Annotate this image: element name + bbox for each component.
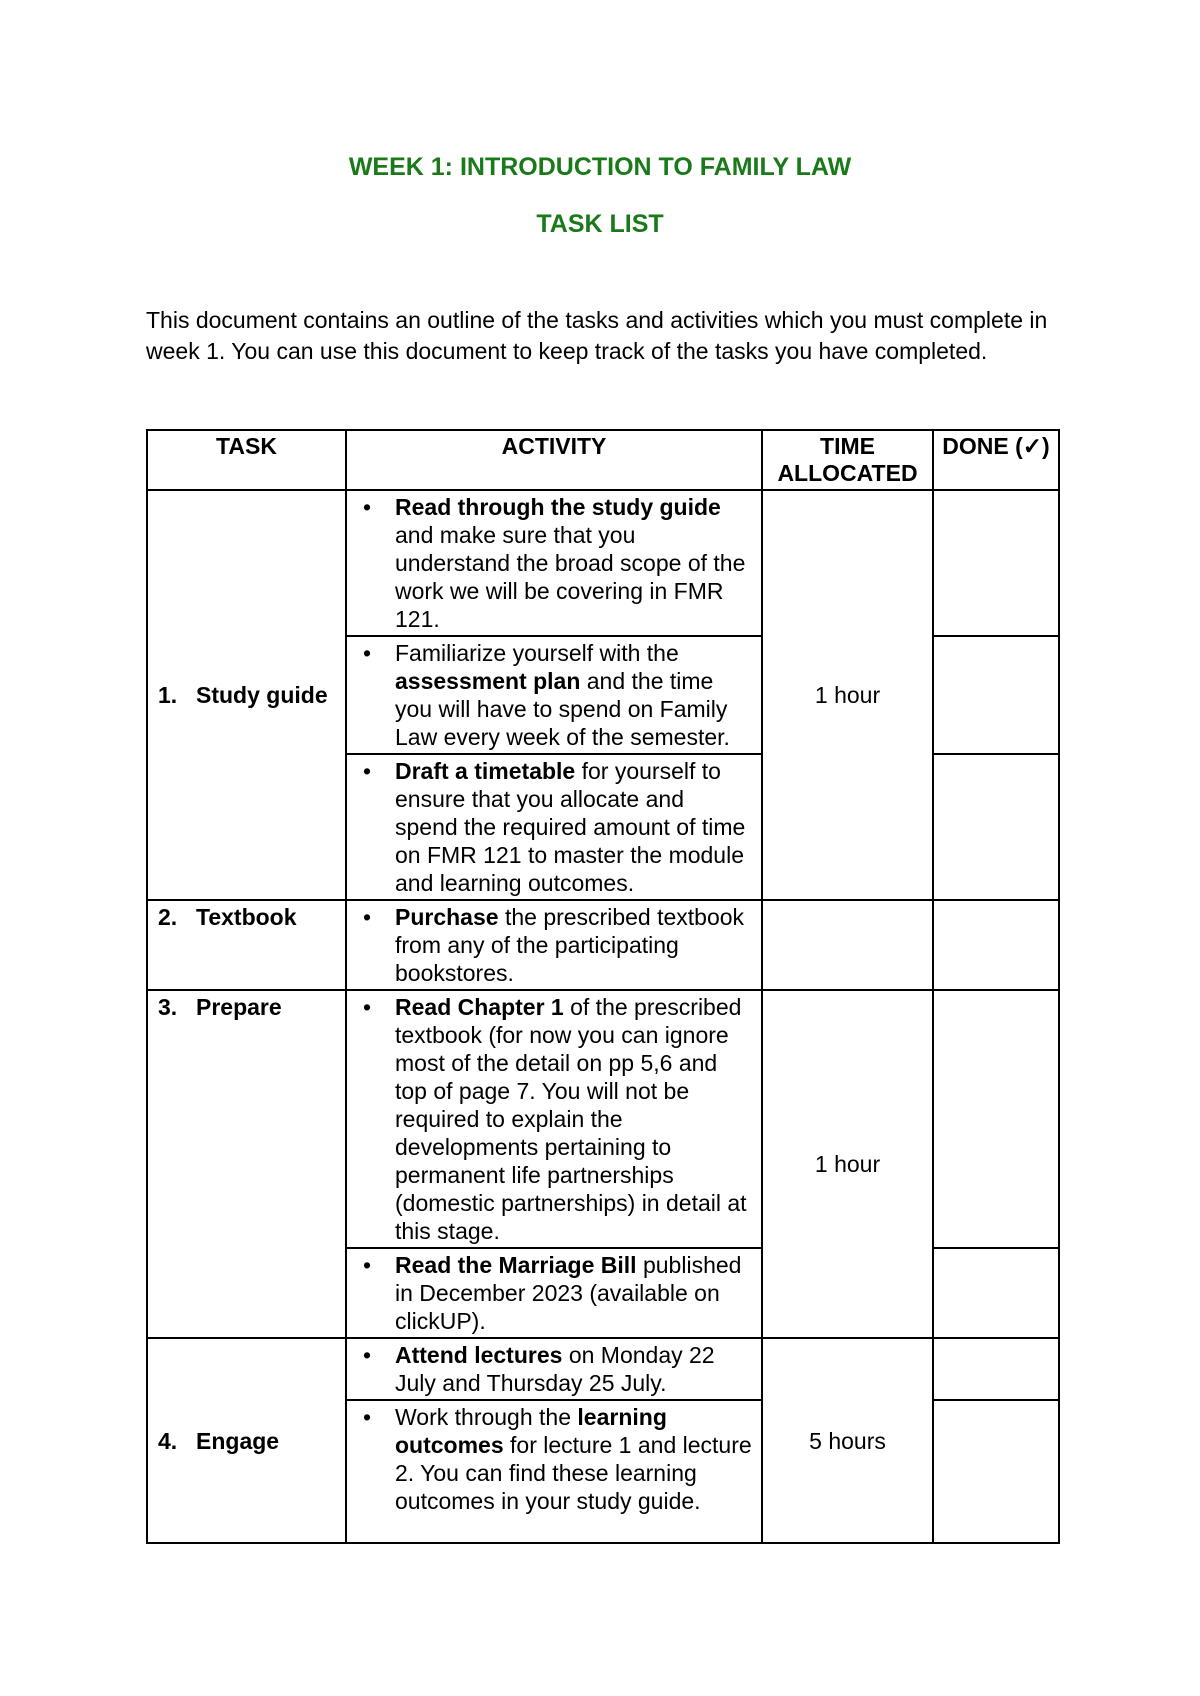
task-number: 4.: [158, 1427, 178, 1454]
header-activity: ACTIVITY: [346, 430, 762, 490]
task-cell-engage: [147, 1338, 346, 1543]
activity-pre: Familiarize yourself with the: [395, 640, 679, 666]
bullet-icon: •: [363, 758, 372, 784]
task-number: 3.: [158, 994, 178, 1020]
header-time-allocated: TIME ALLOCATED: [762, 430, 933, 490]
bullet-icon: •: [363, 994, 372, 1020]
activity-cell: [346, 754, 762, 900]
activity-bold: assessment plan: [395, 668, 581, 694]
activity-text: on Monday 22 July and Thursday 25 July.: [395, 1342, 715, 1396]
time-allocated-cell: [762, 900, 933, 990]
bullet-icon: •: [363, 1342, 372, 1368]
task-number: 1.: [158, 682, 178, 708]
done-checkbox-cell[interactable]: [933, 636, 1059, 754]
activity-cell: [346, 636, 762, 754]
activity-cell: [346, 1248, 762, 1338]
intro-paragraph: This document contains an outline of the tasks and activities which you must complete in week 1. You can use this document to keep track of the tasks you have completed.: [146, 307, 1048, 364]
table-header-row: [147, 430, 1059, 490]
table-row: [147, 900, 1059, 990]
done-checkbox-cell[interactable]: [933, 754, 1059, 900]
task-name: Textbook: [196, 904, 297, 930]
activity-bold: Attend lectures: [395, 1342, 563, 1368]
table-row: [147, 1338, 1059, 1400]
activity-bold: learning outcomes: [395, 1404, 667, 1458]
activity-text: of the prescribed textbook (for now you can ignore most of the detail on pp 5,6 and top of page 7. You will not be required to explain the developments pertaining to permanent life partnerships (domestic partnerships) in detail at this stage.: [395, 994, 747, 1244]
activity-cell: [346, 1400, 762, 1543]
bullet-icon: •: [363, 640, 372, 666]
task-number: 2.: [158, 904, 178, 930]
header-task: TASK: [147, 430, 346, 490]
done-checkbox-cell[interactable]: [933, 1400, 1059, 1543]
bullet-icon: •: [363, 904, 372, 930]
activity-text: published in December 2023 (available on clickUP).: [395, 1252, 742, 1334]
activity-pre: Work through the: [395, 1404, 578, 1430]
task-name: Engage: [196, 1427, 280, 1454]
time-allocated-cell: 1 hour: [762, 990, 933, 1338]
done-checkbox-cell[interactable]: [933, 1338, 1059, 1400]
activity-text: for yourself to ensure that you allocate and spend the required amount of time on FMR 121 to master the module and learning outcomes.: [395, 758, 746, 896]
activity-text: and make sure that you understand the broad scope of the work we will be covering in FMR 121.: [395, 522, 746, 632]
header-done: DONE (✓): [933, 430, 1059, 490]
time-allocated-cell: 5 hours: [762, 1338, 933, 1543]
activity-text: for lecture 1 and lecture 2. You can find these learning outcomes in your study guide.: [395, 1432, 752, 1514]
activity-text: the prescribed textbook from any of the participating bookstores.: [395, 904, 745, 986]
task-cell-textbook: [147, 900, 346, 990]
activity-bold: Read Chapter 1: [395, 994, 564, 1020]
bullet-icon: •: [363, 1252, 372, 1278]
activity-cell: [346, 1338, 762, 1400]
done-checkbox-cell[interactable]: [933, 900, 1059, 990]
document-title: WEEK 1: INTRODUCTION TO FAMILY LAW: [348, 153, 852, 181]
task-cell-prepare: [147, 990, 346, 1338]
activity-text: and the time you will have to spend on Family Law every week of the semester.: [395, 668, 730, 750]
time-allocated-cell: 1 hour: [762, 490, 933, 900]
activity-bold: Read the Marriage Bill: [395, 1252, 637, 1278]
task-table: [146, 429, 1060, 1544]
activity-bold: Purchase: [395, 904, 499, 930]
bullet-icon: •: [363, 494, 372, 520]
done-checkbox-cell[interactable]: [933, 1248, 1059, 1338]
activity-cell: [346, 490, 762, 636]
task-name: Prepare: [196, 994, 282, 1020]
table-row: [147, 990, 1059, 1248]
bullet-icon: •: [363, 1404, 372, 1430]
activity-cell: [346, 900, 762, 990]
task-name: Study guide: [196, 682, 328, 708]
activity-bold: Read through the study guide: [395, 494, 721, 520]
document-subtitle: TASK LIST: [536, 210, 664, 238]
activity-bold: Draft a timetable: [395, 758, 576, 784]
task-cell-study-guide: [147, 490, 346, 900]
table-row: [147, 490, 1059, 636]
activity-cell: [346, 990, 762, 1248]
done-checkbox-cell[interactable]: [933, 990, 1059, 1248]
done-checkbox-cell[interactable]: [933, 490, 1059, 636]
